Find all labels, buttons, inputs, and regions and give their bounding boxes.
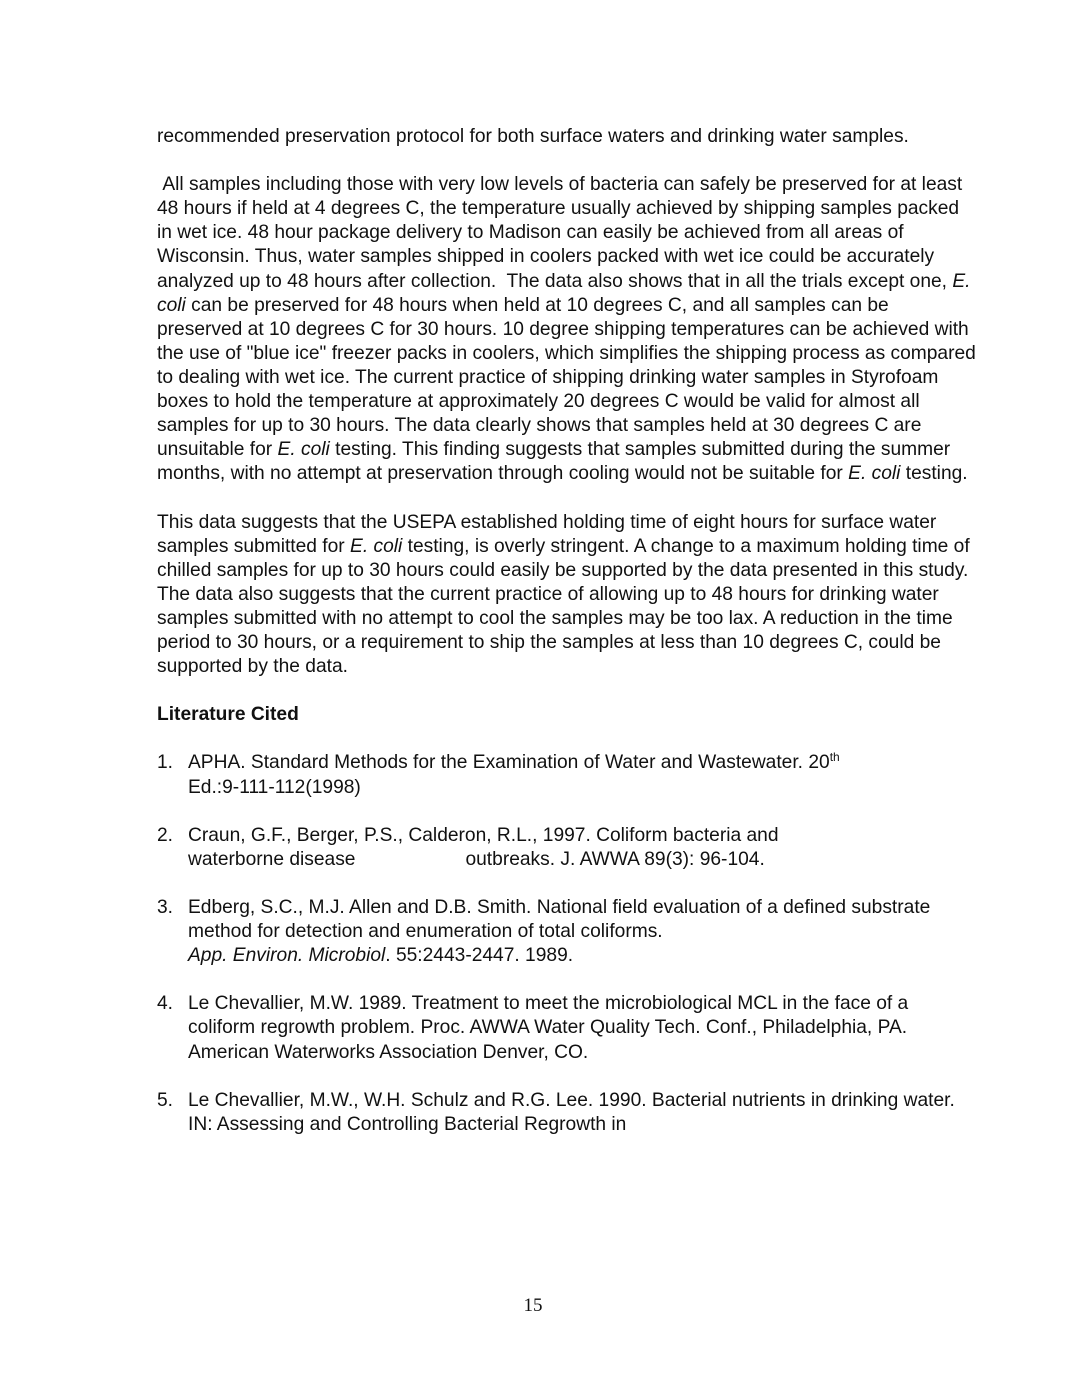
paragraph-gap [157, 968, 977, 992]
paragraph-gap [157, 872, 977, 896]
reference-text: Craun, G.F., Berger, P.S., Calderon, R.L., 1997. Coliform bacteria and [188, 824, 779, 846]
reference-number: 3. [157, 897, 174, 918]
reference-text: Le Chevallier, M.W. 1989. Treatment to meet the microbiological MCL in the face of a coliform regrowth problem. Proc. AWWA Water Quality Tech. Conf., Philadelphia, PA. American Waterworks Association Denver, CO. [188, 993, 909, 1063]
page-number: 15 [523, 1295, 543, 1316]
reference-text: APHA. Standard Methods for the Examination of Water and Wastewater. 20 [188, 752, 830, 774]
reference-superscript: th [829, 750, 840, 765]
document-body [157, 125, 977, 1137]
reference-item-1 [157, 751, 977, 799]
paragraph-gap [157, 727, 977, 751]
species-name: E. coli [277, 439, 330, 461]
reference-text: outbreaks. J. AWWA 89(3): 96-104. [465, 848, 765, 870]
reference-number: 1. [157, 752, 174, 774]
reference-number: 2. [157, 824, 174, 846]
paragraph-text: All samples including those with very low levels of bacteria can safely be preserved for at least 48 hours if held at 4 degrees C, the temperature usually achieved by shipping samples packed in wet ice. 48 hour package delivery to Madison can easily be achieved from all areas of Wisconsin. Thus, water samples shipped in coolers packed with wet ice could be accurately analyzed up to 48 hours after collection. The data also shows that in all the trials except one, [157, 174, 968, 292]
paragraph-gap [157, 486, 977, 510]
paragraph-gap [157, 1065, 977, 1089]
paragraph-gap [157, 149, 977, 173]
species-name: E. coli [848, 463, 901, 485]
reference-text: Le Chevallier, M.W., W.H. Schulz and R.G. Lee. 1990. Bacterial nutrients in drinking water. IN: Assessing and Controlling Bacterial Regrowth in [188, 1089, 955, 1135]
paragraph-text: testing, is overly stringent. A change to a maximum holding time of chilled samples for up to 30 hours could easily be supported by the data presented in this study. The data also suggests that the current practice of allowing up to 48 hours for drinking water samples submitted with no attempt to cool the samples may be too lax. A reduction in the time period to 30 hours, or a requirement to ship the samples at less than 10 degrees C, could be supported by the data. [157, 535, 970, 678]
reference-item-5 [157, 1089, 977, 1137]
paragraph-gap [157, 800, 977, 824]
paragraph-intro [157, 125, 977, 149]
species-name: E. coli [157, 270, 971, 316]
reference-number: 4. [157, 993, 174, 1015]
paragraph-intro-text: recommended preservation protocol for both surface waters and drinking water samples. [157, 126, 909, 147]
paragraph-text: testing. This finding suggests that samples submitted during the summer months, with no attempt at preservation through cooling would not be suitable for [157, 439, 951, 485]
reference-item-2 [157, 824, 977, 872]
paragraph-conclusion [157, 511, 977, 680]
section-heading: Literature Cited [157, 704, 299, 726]
species-name: E. coli [350, 535, 403, 557]
paragraph-text: can be preserved for 48 hours when held at 10 degrees C, and all samples can be preserved at 10 degrees C for 30 hours. 10 degree shipping temperatures can be achieved with the use of "blue ice" freezer packs in coolers, which simplifies the shipping process as compared to dealing with wet ice. The current practice of shipping drinking water samples in Styrofoam boxes to hold the temperature at approximately 20 degrees C would be valid for almost all samples for up to 30 hours. The data clearly shows that samples held at 30 degrees C are unsuitable for [157, 294, 976, 461]
reference-text: Ed.:9-111-112(1998) [188, 776, 361, 798]
paragraph-gap [157, 679, 977, 703]
reference-text: . 55:2443-2447. 1989. [385, 945, 574, 967]
paragraph-text: This data suggests that the USEPA established holding time of eight hours for surface water samples submitted for [157, 511, 937, 557]
reference-number: 5. [157, 1089, 174, 1111]
reference-text: Edberg, S.C., M.J. Allen and D.B. Smith. National field evaluation of a defined substrate method for detection and enumeration of total coliforms. [188, 897, 931, 943]
reference-item-4 [157, 992, 977, 1064]
reference-text: waterborne disease [188, 848, 356, 870]
paragraph-text: testing. [900, 463, 968, 485]
paragraph-preservation [157, 173, 977, 486]
journal-name: App. Environ. Microbiol [188, 945, 386, 967]
reference-item-3 [157, 896, 977, 968]
